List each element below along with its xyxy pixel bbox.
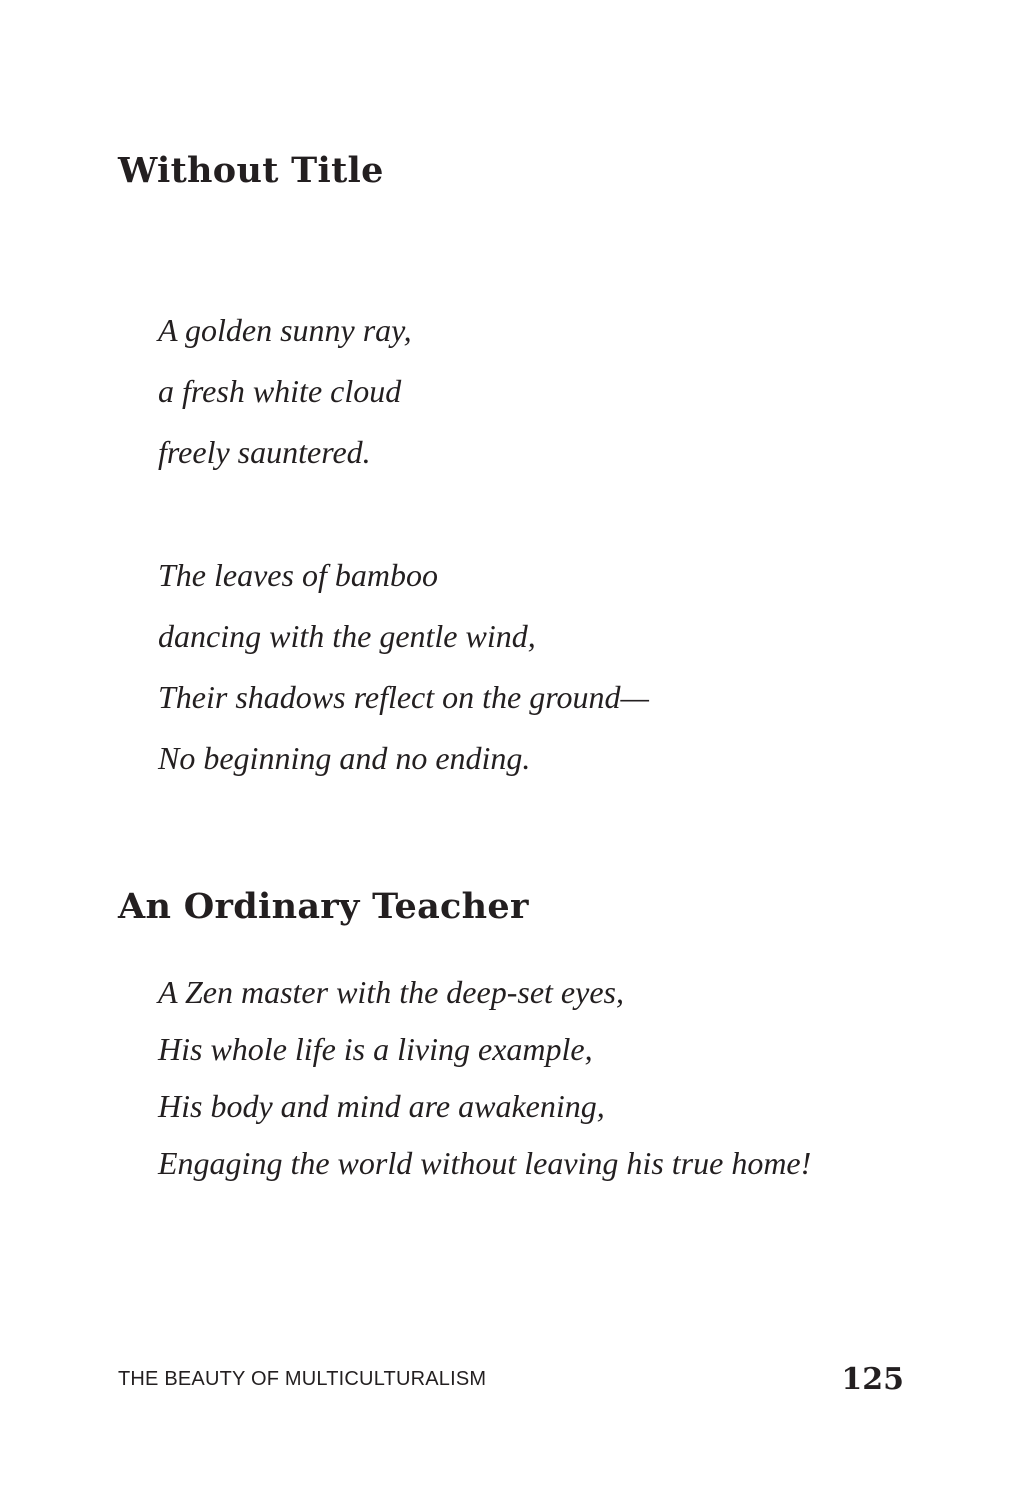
poem-line: His body and mind are awakening, [158,1088,605,1124]
poem-line: Their shadows reflect on the ground— [158,679,649,715]
poem-line: dancing with the gentle wind, [158,618,536,654]
poem-line: His whole life is a living example, [158,1031,593,1067]
poem-stanza [158,300,412,483]
page-number: 125 [841,1362,904,1397]
poem-line: No beginning and no ending. [158,740,531,776]
poem-line: A golden sunny ray, [158,312,412,348]
poem-title: An Ordinary Teacher [118,886,529,927]
running-footer-title: THE BEAUTY OF MULTICULTURALISM [118,1368,487,1390]
poem-line: freely sauntered. [158,434,371,470]
poem-line: A Zen master with the deep-set eyes, [158,974,624,1010]
poem-line: a fresh white cloud [158,373,402,409]
poem-stanza [158,964,811,1192]
poem-stanza [158,545,649,789]
poem-title: Without Title [118,150,384,191]
poem-line: Engaging the world without leaving his true home! [158,1145,812,1181]
poem-line: The leaves of bamboo [158,557,438,593]
